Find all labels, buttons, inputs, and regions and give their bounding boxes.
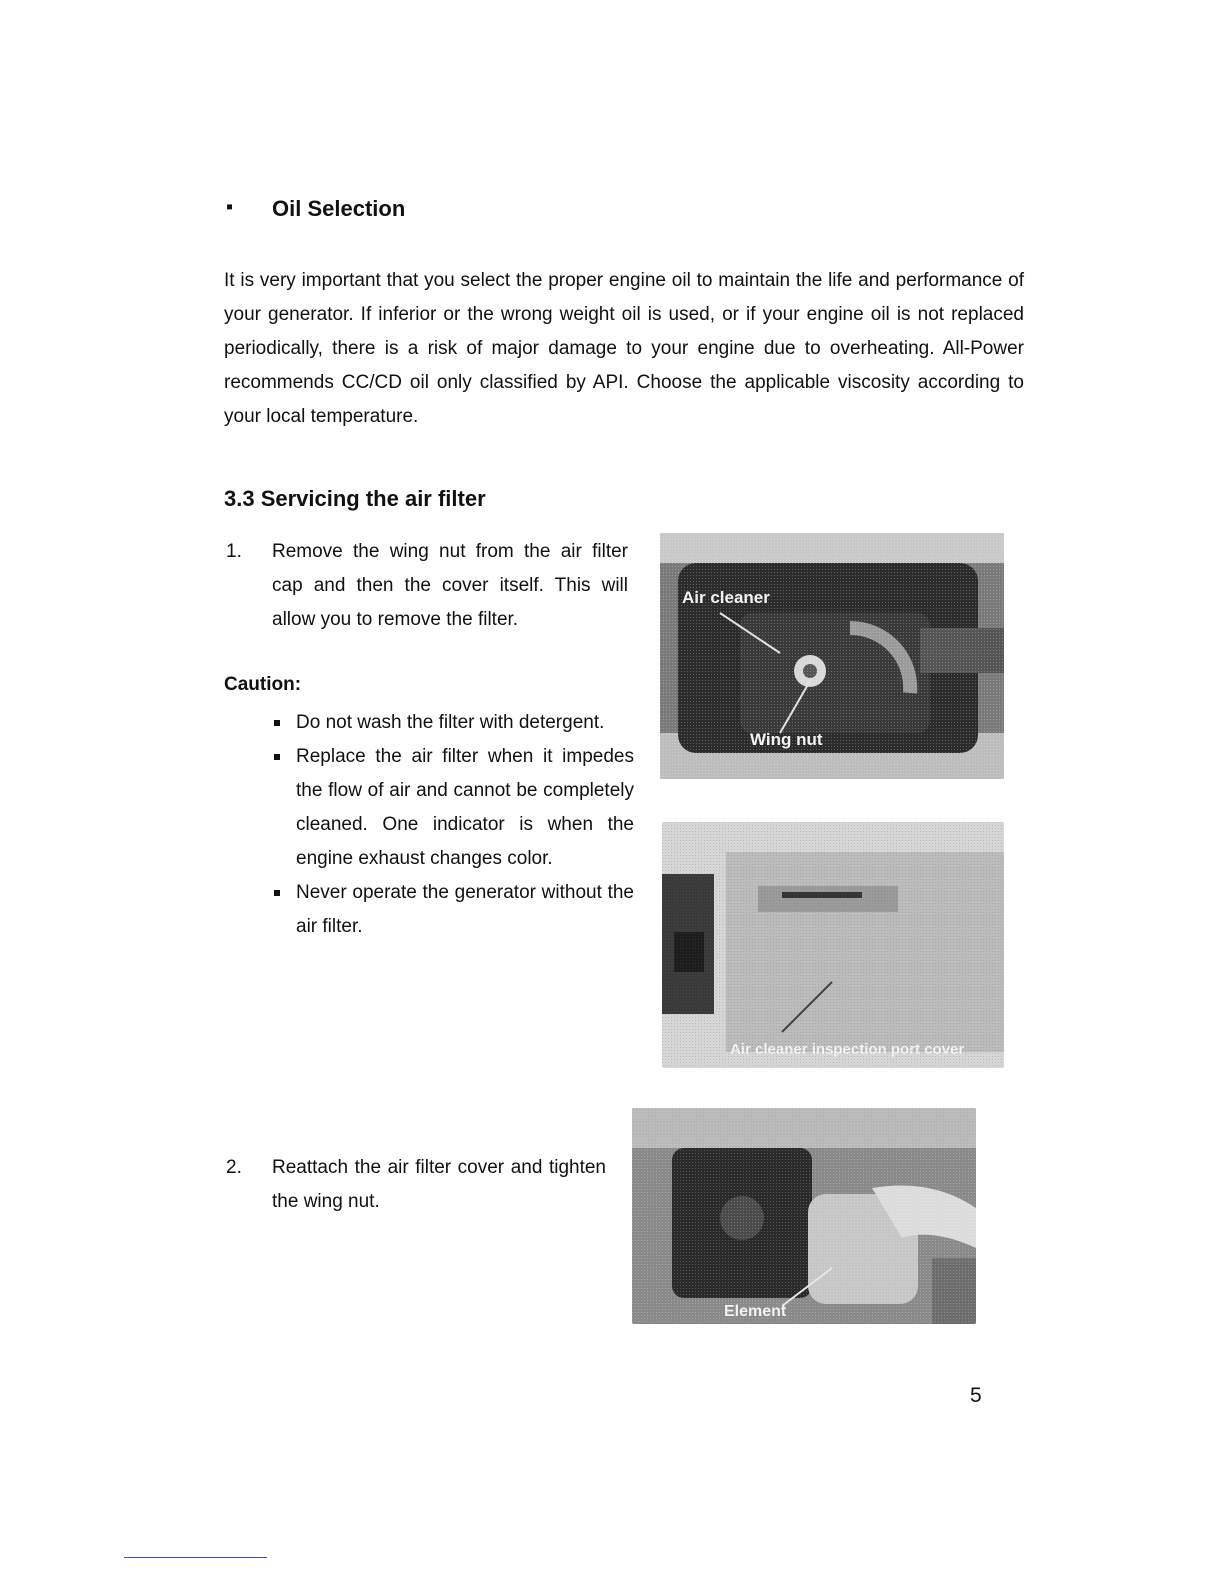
caution-item: Never operate the generator without the air filter. [272, 876, 634, 944]
step-2-text: Reattach the air filter cover and tighten the wing nut. [272, 1157, 606, 1212]
oil-selection-bullet: ▪ [226, 196, 234, 218]
caution-item: Do not wash the filter with detergent. [272, 706, 634, 740]
square-bullet-icon [274, 754, 280, 760]
square-bullet-icon [274, 720, 280, 726]
section-heading: 3.3 Servicing the air filter [224, 486, 486, 511]
caution-item: Replace the air filter when it impedes the flow of air and cannot be completely cleaned. One indicator is when the engine exhaust changes color. [272, 740, 634, 876]
step-1-text: Remove the wing nut from the air filter cap and then the cover itself. This will allow you to remove the filter. [272, 541, 628, 630]
filter-element-photo [632, 1108, 976, 1324]
page-number: 5 [970, 1384, 982, 1407]
caution-heading: Caution: [224, 674, 302, 695]
caution-list [272, 706, 634, 944]
oil-selection-heading: Oil Selection [272, 196, 406, 221]
inspection-port-cover-photo [662, 822, 1004, 1068]
step-2-number: 2. [226, 1157, 242, 1178]
step-1-number: 1. [226, 541, 242, 562]
square-bullet-icon [274, 890, 280, 896]
footer-rule [124, 1557, 267, 1558]
oil-selection-paragraph: It is very important that you select the proper engine oil to maintain the life and performance of your generator. If inferior or the wrong weight oil is used, or if your engine oil is not replaced periodically, there is a risk of major damage to your engine due to overheating. All-Power recommends CC/CD oil only classified by API. Choose the applicable viscosity according to your local temperature. [224, 270, 1024, 427]
air-cleaner-photo [660, 533, 1004, 779]
